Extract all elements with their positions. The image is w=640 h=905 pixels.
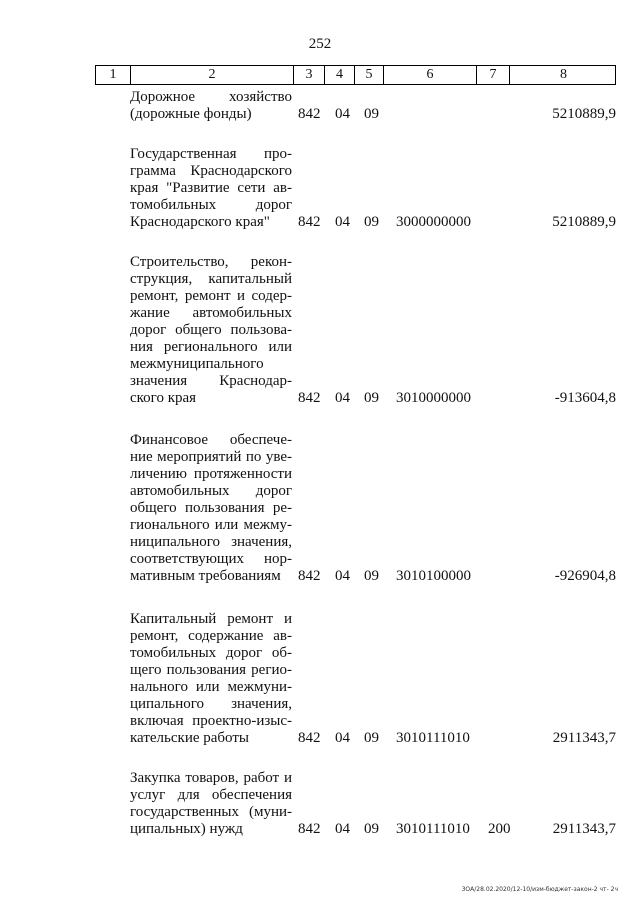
row-name [130, 611, 292, 747]
row-name-line: Государственная про- [130, 146, 292, 162]
header-col-2: 2 [130, 66, 293, 84]
row-name-line: нального или межмуни- [130, 679, 292, 695]
row-name-line: государственных (муни- [130, 804, 292, 820]
razdel-code: 04 [335, 214, 350, 230]
razdel-code: 04 [335, 106, 350, 122]
header-col-6: 6 [383, 66, 476, 84]
row-name [130, 146, 292, 231]
row-name-line: дорог общего пользова- [130, 322, 292, 338]
row-name-line: томобильных дорог об- [130, 645, 292, 661]
row-name-line: ние мероприятий по уве- [130, 449, 292, 465]
row-name-line: Краснодарского края" [130, 214, 270, 230]
vedomstvo-code: 842 [298, 106, 321, 122]
row-name-line: струкция, капитальный [130, 271, 292, 287]
target-article-code: 3010000000 [396, 390, 471, 406]
header-col-7: 7 [476, 66, 509, 84]
row-name-line: томобильных дорог [130, 197, 292, 213]
row-name [130, 254, 292, 407]
podrazdel-code: 09 [364, 821, 379, 837]
vedomstvo-code: 842 [298, 730, 321, 746]
row-name-line: соответствующих нор- [130, 551, 292, 567]
row-name-line: ципального значения, [130, 696, 292, 712]
table-header [95, 65, 616, 85]
amount: 2911343,7 [552, 730, 616, 746]
amount: 2911343,7 [552, 821, 616, 837]
header-col-8: 8 [509, 66, 617, 84]
row-name-line: значения Краснодар- [130, 373, 292, 389]
podrazdel-code: 09 [364, 106, 379, 122]
amount: 5210889,9 [552, 214, 616, 230]
row-name-line: грамма Краснодарского [130, 163, 292, 179]
header-col-1: 1 [109, 67, 117, 82]
podrazdel-code: 09 [364, 390, 379, 406]
target-article-code: 3010111010 [396, 821, 470, 837]
row-name-line: ципальных) нужд [130, 821, 243, 837]
target-article-code: 3010100000 [396, 568, 471, 584]
vedomstvo-code: 842 [298, 214, 321, 230]
amount: -926904,8 [554, 568, 616, 584]
row-name-line: услуг для обеспечения [130, 787, 292, 803]
row-name [130, 89, 292, 123]
row-name-line: Строительство, рекон- [130, 254, 292, 270]
expense-type-code: 200 [488, 821, 511, 837]
header-col-4: 4 [324, 66, 354, 84]
vedomstvo-code: 842 [298, 568, 321, 584]
header-col-5: 5 [354, 66, 383, 84]
row-name [130, 770, 292, 838]
row-name-line: ского края [130, 390, 197, 406]
header-col-3: 3 [293, 66, 324, 84]
row-name-line: Капитальный ремонт и [130, 611, 292, 627]
row-name-line: щего пользования регио- [130, 662, 292, 678]
razdel-code: 04 [335, 730, 350, 746]
podrazdel-code: 09 [364, 568, 379, 584]
row-name [130, 432, 292, 585]
row-name-line: кательские работы [130, 730, 249, 746]
row-name-line: ремонт, ремонт и содер- [130, 288, 292, 304]
row-name-line: ремонт, содержание ав- [130, 628, 292, 644]
row-name-line: личению протяженности [130, 466, 292, 482]
target-article-code: 3010111010 [396, 730, 470, 746]
razdel-code: 04 [335, 568, 350, 584]
document-footer-stamp: ЗОА/28.02.2020/12-10/изм-бюджет-закон-2 чт- 2ч [461, 886, 618, 893]
row-name-line: общего пользования ре- [130, 500, 292, 516]
row-name-line: жание автомобильных [130, 305, 292, 321]
podrazdel-code: 09 [364, 214, 379, 230]
row-name-line: гионального или межму- [130, 517, 292, 533]
row-name-line: Дорожное хозяйство [130, 89, 292, 105]
page-number: 252 [308, 36, 332, 52]
row-name-line: Финансовое обеспече- [130, 432, 292, 448]
target-article-code: 3000000000 [396, 214, 471, 230]
amount: 5210889,9 [552, 106, 616, 122]
row-name-line: ния регионального или [130, 339, 292, 355]
row-name-line: ниципального значения, [130, 534, 292, 550]
row-name-line: Закупка товаров, работ и [130, 770, 292, 786]
podrazdel-code: 09 [364, 730, 379, 746]
vedomstvo-code: 842 [298, 390, 321, 406]
row-name-line: автомобильных дорог [130, 483, 292, 499]
vedomstvo-code: 842 [298, 821, 321, 837]
row-name-line: включая проектно-изыс- [130, 713, 292, 729]
row-name-line: (дорожные фонды) [130, 106, 252, 122]
row-name-line: края "Развитие сети ав- [130, 180, 292, 196]
razdel-code: 04 [335, 390, 350, 406]
amount: -913604,8 [554, 390, 616, 406]
razdel-code: 04 [335, 821, 350, 837]
row-name-line: мативным требованиям [130, 568, 281, 584]
row-name-line: межмуниципального [130, 356, 264, 372]
